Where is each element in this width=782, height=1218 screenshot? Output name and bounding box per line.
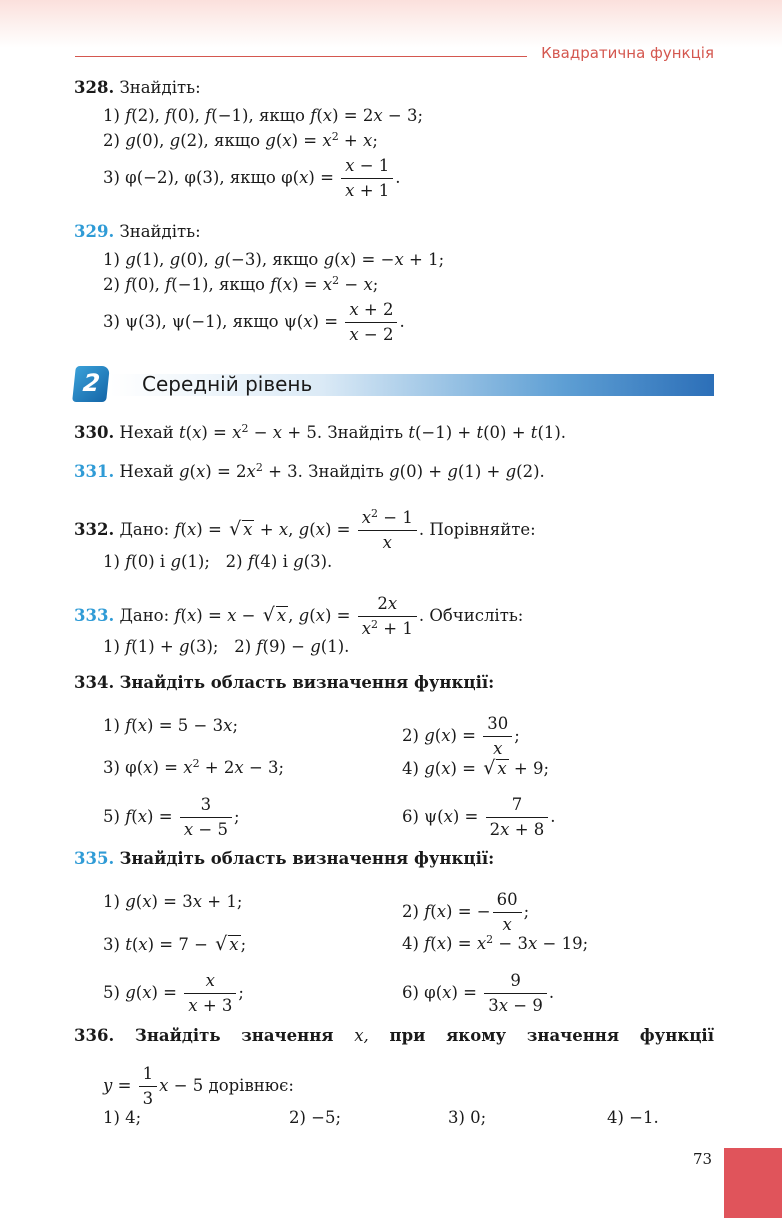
exercise-title: Знайдіть область визначення функції:: [119, 849, 495, 868]
equals-word: дорівнює:: [208, 1076, 294, 1095]
word: функції: [639, 1026, 714, 1045]
fraction: $\frac{2x}{x^2 + 1}$: [358, 596, 417, 637]
given-label: Дано:: [119, 520, 170, 539]
level-badge: 2: [72, 366, 110, 402]
exercise-332: 332. Дано: f(x) = √ x + x, g(x) = $\frac{x^2 - 1}{x}$ . Порівняйте:: [74, 507, 536, 552]
word: значення: [526, 1026, 620, 1045]
running-header: Квадратична функція: [541, 44, 714, 62]
fraction: $\frac{x + 2}{x - 2}$: [345, 302, 397, 343]
exercise-333-items: 1) f(1) + g(3); 2) f(9) − g(1).: [103, 637, 350, 656]
exercise-tail: . Порівняйте:: [418, 520, 536, 539]
fraction: $\frac{7}{2x + 8}$: [486, 797, 549, 838]
exercise-328-item-3: 3) φ(−2), φ(3), якщо φ(x) = $\frac{x - 1}{x + 1}$ .: [103, 156, 401, 200]
exercise-328-item-2: 2) g(0), g(2), якщо $g(x) = x^2 + x$;: [103, 130, 378, 150]
word: x,: [354, 1026, 369, 1045]
given-label: Дано:: [119, 606, 170, 625]
top-gradient: [0, 0, 782, 48]
exercise-number: 329.: [74, 222, 115, 241]
exercise-title: Знайдіть область визначення функції:: [119, 673, 495, 692]
exercise-328-heading: [74, 78, 201, 98]
exercise-instruction: Знайдіть:: [119, 78, 201, 97]
exercise-335-heading: [74, 849, 494, 869]
fraction: $\frac{30}{x}$: [483, 716, 512, 757]
exercise-335-item-3: 3) t(x) = 7 − √ x ;: [103, 933, 247, 955]
exercise-336-heading: [74, 1026, 714, 1046]
exercise-number: 335.: [74, 849, 115, 868]
answer-2: 2) −5;: [289, 1108, 342, 1127]
exercise-instruction: Знайдіть:: [119, 222, 201, 241]
exercise-number: 336.: [74, 1026, 115, 1045]
exercise-334-item-6: 6) ψ(x) = $\frac{7}{2x + 8}$ .: [402, 795, 556, 839]
exercise-number: 334.: [74, 673, 115, 692]
word: Знайдіть: [134, 1026, 221, 1045]
fraction: $\frac{1}{3}$: [139, 1066, 158, 1107]
fraction: $\frac{x}{x + 3}$: [184, 973, 236, 1014]
answer-3: 3) 0;: [448, 1108, 487, 1127]
exercise-tail: . Обчисліть:: [418, 606, 524, 625]
word: при: [389, 1026, 426, 1045]
fraction: $\frac{3}{x - 5}$: [180, 797, 232, 838]
exercise-329-item-1: 1) g(1), g(0), g(−3), якщо g(x) = −x + 1;: [103, 250, 445, 269]
exercise-332-items: 1) f(0) і g(1); 2) f(4) і g(3).: [103, 552, 333, 571]
word: значення: [241, 1026, 334, 1045]
exercise-334-item-5: 5) f(x) = $\frac{3}{x - 5}$ ;: [103, 795, 240, 839]
exercise-329-heading: [74, 222, 201, 242]
exercise-330: 330. Нехай $t(x) = x^2 - x + 5$. Знайдіть t(−1) + t(0) + t(1).: [74, 422, 567, 442]
page-number: 73: [693, 1150, 713, 1168]
exercise-331: 331. Нехай $g(x) = 2x^2 + 3$. Знайдіть g(0) + g(1) + g(2).: [74, 461, 545, 481]
fraction: $\frac{x^2 - 1}{x}$: [358, 510, 417, 551]
exercise-335-item-4: 4) $f(x) = x^2 - 3x - 19$;: [402, 933, 589, 953]
exercise-335-item-5: 5) g(x) = $\frac{x}{x + 3}$ ;: [103, 971, 244, 1015]
exercise-number: 331.: [74, 462, 115, 481]
exercise-number: 333.: [74, 606, 115, 625]
section-title: Середній рівень: [142, 372, 313, 396]
fraction: $\frac{x - 1}{x + 1}$: [341, 158, 393, 199]
exercise-334-item-3: 3) $\varphi(x) = x^2 + 2x - 3$;: [103, 757, 285, 777]
exercise-number: 330.: [74, 423, 115, 442]
exercise-334-item-2: 2) g(x) = $\frac{30}{x}$ ;: [402, 714, 520, 758]
exercise-335-item-1: 1) g(x) = 3x + 1;: [103, 892, 243, 911]
exercise-number: 332.: [74, 520, 115, 539]
exercise-336-formula: y = $\frac{1}{3}$ x − 5 дорівнює:: [103, 1064, 294, 1108]
fraction: $\frac{9}{3x - 9}$: [484, 973, 547, 1014]
fraction: $\frac{60}{x}$: [493, 892, 522, 933]
page-corner-tab: [724, 1148, 782, 1218]
exercise-334-item-4: 4) g(x) = √ x + 9;: [402, 757, 550, 779]
answer-4: 4) −1.: [607, 1108, 659, 1127]
exercise-329-item-3: 3) ψ(3), ψ(−1), якщо ψ(x) = $\frac{x + 2}{x - 2}$ .: [103, 300, 405, 344]
exercise-number: 328.: [74, 78, 115, 97]
exercise-329-item-2: 2) f(0), f(−1), якщо $f(x) = x^2 - x$;: [103, 274, 379, 294]
exercise-333: 333. Дано: f(x) = x − √ x , g(x) = $\frac{2x}{x^2 + 1}$ . Обчисліть:: [74, 594, 524, 638]
exercise-334-item-1: 1) f(x) = 5 − 3x;: [103, 716, 238, 735]
header-rule: [75, 56, 527, 57]
exercise-334-heading: [74, 673, 494, 693]
exercise-328-item-1: 1) f(2), f(0), f(−1), якщо f(x) = 2x − 3;: [103, 106, 423, 125]
exercise-335-item-6: 6) φ(x) = $\frac{9}{3x - 9}$ .: [402, 971, 555, 1015]
word: якому: [446, 1026, 507, 1045]
answer-1: 1) 4;: [103, 1108, 142, 1127]
exercise-335-item-2: 2) f(x) = − $\frac{60}{x}$ ;: [402, 890, 530, 934]
